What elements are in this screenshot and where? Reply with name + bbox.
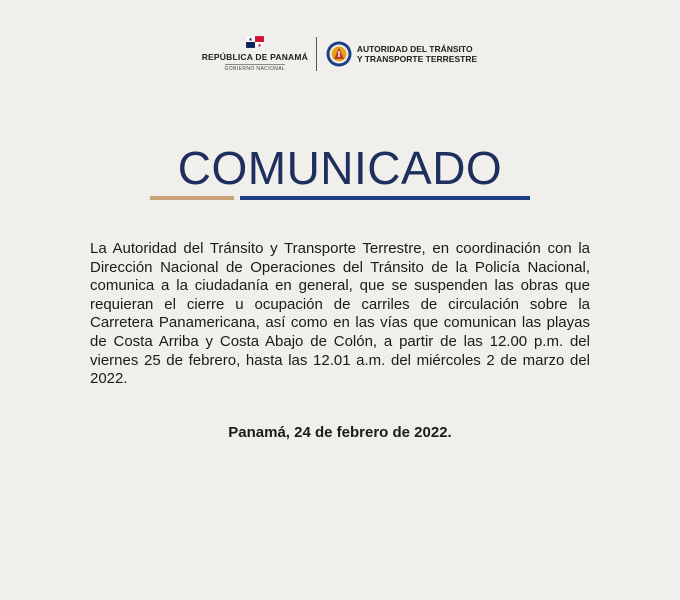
panama-flag-icon xyxy=(246,36,264,48)
title-underline xyxy=(240,196,530,200)
att-seal-icon xyxy=(326,41,352,67)
government-subtitle: GOBIERNO NACIONAL xyxy=(224,66,286,72)
title-underline-accent xyxy=(150,196,234,200)
government-name: REPÚBLICA DE PANAMÁ xyxy=(201,52,308,62)
authority-name xyxy=(357,44,477,64)
page-title: COMUNICADO xyxy=(177,142,503,194)
government-branding xyxy=(203,36,307,72)
authority-name-line1: AUTORIDAD DEL TRÁNSITO xyxy=(356,44,473,54)
authority-branding xyxy=(326,41,477,67)
communique-body: La Autoridad del Tránsito y Transporte Terrestre, en coordinación con la Dirección Nacional de Operaciones del Tránsito de la Policía Nacional, comunica a la ciudadanía en general, que se suspenden las obras que requieran el cierre u ocupación de carriles de circulación sobre la Carretera Panamericana, así como en las vías que comunican las playas de Costa Arriba y Costa Abajo de Colón, a partir de las 12.00 p.m. del viernes 25 de febrero, hasta las 12.01 a.m. del miércoles 2 de marzo del 2022. xyxy=(90,240,590,388)
authority-name-line2: Y TRANSPORTE TERRESTRE xyxy=(356,54,478,64)
header-divider xyxy=(316,37,317,71)
place-and-date: Panamá, 24 de febrero de 2022. xyxy=(228,424,452,441)
header xyxy=(0,36,680,72)
